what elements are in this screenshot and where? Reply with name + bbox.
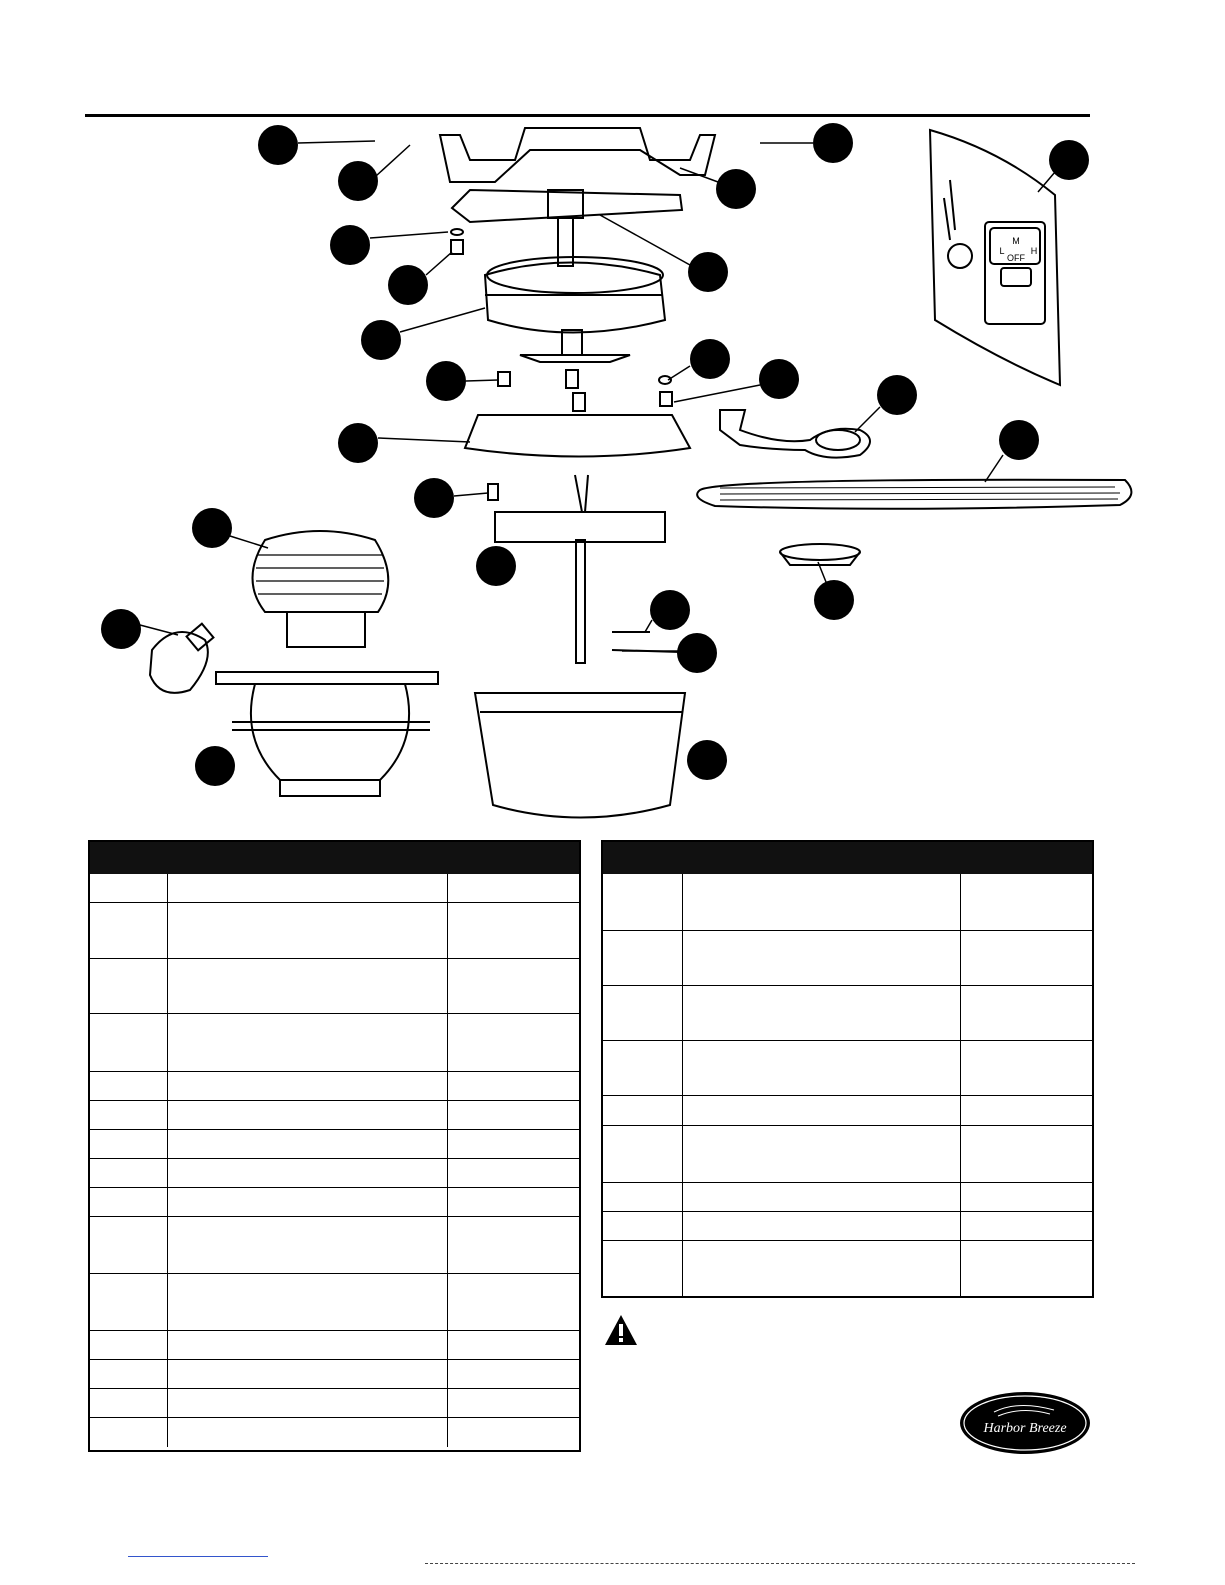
quantity-cell [961, 1126, 1092, 1182]
table-row [90, 1158, 579, 1187]
table-row [603, 930, 1092, 985]
description-cell [168, 1389, 448, 1417]
part-cell [90, 1159, 168, 1187]
callout-circle [414, 478, 454, 518]
table-row [90, 1013, 579, 1071]
table-row [90, 874, 579, 902]
quantity-cell [448, 1418, 579, 1447]
callout-circle [1049, 140, 1089, 180]
table-row [90, 1071, 579, 1100]
part-cell [90, 1217, 168, 1273]
table-row [603, 1211, 1092, 1240]
part-cell [603, 1126, 683, 1182]
table-row [603, 985, 1092, 1040]
quantity-cell [448, 1331, 579, 1359]
table-row [90, 1129, 579, 1158]
part-cell [603, 931, 683, 985]
quantity-cell [448, 874, 579, 902]
description-cell [168, 1418, 448, 1447]
mounting-bracket [440, 128, 715, 182]
callout-circle [258, 125, 298, 165]
part-cell [90, 1188, 168, 1216]
part-cell [603, 1041, 683, 1095]
callout-circle [476, 546, 516, 586]
footer-link-underline [128, 1556, 268, 1557]
table-row [90, 1100, 579, 1129]
part-cell [90, 959, 168, 1013]
callout-circle [877, 375, 917, 415]
description-cell [168, 1130, 448, 1158]
callout-circle [101, 609, 141, 649]
footer-cut-line [425, 1563, 1135, 1565]
table-row [90, 1388, 579, 1417]
remote-label-m: M [1012, 236, 1020, 246]
description-cell [683, 1096, 961, 1125]
callout-circle [813, 123, 853, 163]
motor-housing [485, 263, 665, 333]
callout-circle [361, 320, 401, 360]
quantity-cell [448, 959, 579, 1013]
part-cell [90, 1389, 168, 1417]
table-row [90, 1359, 579, 1388]
callout-circle [999, 420, 1039, 460]
part-cell [90, 1130, 168, 1158]
parts-table-right [601, 840, 1094, 1298]
callout-circle [192, 508, 232, 548]
remote-label-off: OFF [1007, 253, 1025, 263]
callout-circle [338, 161, 378, 201]
quantity-cell [448, 1274, 579, 1330]
light-fitter [216, 672, 438, 684]
callout-circle [716, 169, 756, 209]
table-row [603, 1182, 1092, 1211]
light-bulb [150, 632, 208, 693]
table-header [90, 842, 579, 874]
quantity-cell [448, 903, 579, 958]
description-cell [168, 1101, 448, 1129]
part-cell [603, 1096, 683, 1125]
quantity-cell [448, 1130, 579, 1158]
light-rod [576, 540, 585, 663]
description-cell [168, 1360, 448, 1388]
part-cell [603, 1183, 683, 1211]
description-cell [168, 1159, 448, 1187]
table-row [603, 1125, 1092, 1182]
table-row [90, 1216, 579, 1273]
description-cell [683, 1241, 961, 1297]
description-cell [683, 1041, 961, 1095]
quantity-cell [961, 1041, 1092, 1095]
table-row [90, 1273, 579, 1330]
part-cell [90, 1418, 168, 1447]
quantity-cell [448, 1360, 579, 1388]
table-row [603, 874, 1092, 930]
description-cell [168, 1217, 448, 1273]
callout-circle [814, 580, 854, 620]
callout-circle [759, 359, 799, 399]
table-row [90, 1330, 579, 1359]
description-cell [168, 1331, 448, 1359]
quantity-cell [961, 1212, 1092, 1240]
part-cell [90, 1360, 168, 1388]
callout-circle [338, 423, 378, 463]
quantity-cell [961, 1096, 1092, 1125]
description-cell [168, 1188, 448, 1216]
remote-label-h: H [1030, 246, 1038, 256]
callout-circle [688, 252, 728, 292]
description-cell [683, 1183, 961, 1211]
part-cell [603, 874, 683, 930]
description-cell [168, 1014, 448, 1071]
quantity-cell [448, 1159, 579, 1187]
part-cell [603, 986, 683, 1040]
part-cell [90, 1072, 168, 1100]
table-row [90, 902, 579, 958]
downrod [558, 218, 573, 266]
parts-table-left [88, 840, 581, 1452]
callout-circle [330, 225, 370, 265]
warning-icon [604, 1313, 638, 1347]
callout-circle [388, 265, 428, 305]
part-cell [90, 1101, 168, 1129]
description-cell [683, 1212, 961, 1240]
table-row [603, 1040, 1092, 1095]
quantity-cell [448, 1072, 579, 1100]
description-cell [168, 903, 448, 958]
description-cell [168, 874, 448, 902]
description-cell [683, 1126, 961, 1182]
quantity-cell [448, 1014, 579, 1071]
remote-label-l: L [999, 246, 1005, 256]
description-cell [683, 986, 961, 1040]
receiver-box [495, 512, 665, 542]
blade-arm [720, 410, 870, 458]
finial-cap [780, 544, 860, 560]
glass-shade [253, 531, 389, 612]
callout-circle [687, 740, 727, 780]
description-cell [683, 874, 961, 930]
switch-housing-cap [465, 415, 690, 457]
table-row [603, 1095, 1092, 1125]
quantity-cell [448, 1389, 579, 1417]
callout-circle [690, 339, 730, 379]
part-cell [90, 903, 168, 958]
callout-circle [650, 590, 690, 630]
quantity-cell [961, 1241, 1092, 1297]
callout-circle [677, 633, 717, 673]
table-row [90, 1417, 579, 1447]
part-cell [603, 1241, 683, 1297]
part-cell [90, 1014, 168, 1071]
part-cell [90, 1331, 168, 1359]
quantity-cell [961, 1183, 1092, 1211]
quantity-cell [448, 1217, 579, 1273]
quantity-cell [961, 874, 1092, 930]
callout-circle [195, 746, 235, 786]
table-row [90, 958, 579, 1013]
description-cell [168, 959, 448, 1013]
description-cell [168, 1072, 448, 1100]
description-cell [683, 931, 961, 985]
callout-circle [426, 361, 466, 401]
quantity-cell [961, 931, 1092, 985]
table-row [603, 1240, 1092, 1297]
table-row [90, 1187, 579, 1216]
harbor-breeze-logo [958, 1390, 1092, 1456]
quantity-cell [448, 1188, 579, 1216]
part-cell [603, 1212, 683, 1240]
part-cell [90, 1274, 168, 1330]
part-cell [90, 874, 168, 902]
quantity-cell [961, 986, 1092, 1040]
svg-text:Harbor Breeze: Harbor Breeze [983, 1421, 1067, 1436]
table-header [603, 842, 1092, 874]
quantity-cell [448, 1101, 579, 1129]
description-cell [168, 1274, 448, 1330]
